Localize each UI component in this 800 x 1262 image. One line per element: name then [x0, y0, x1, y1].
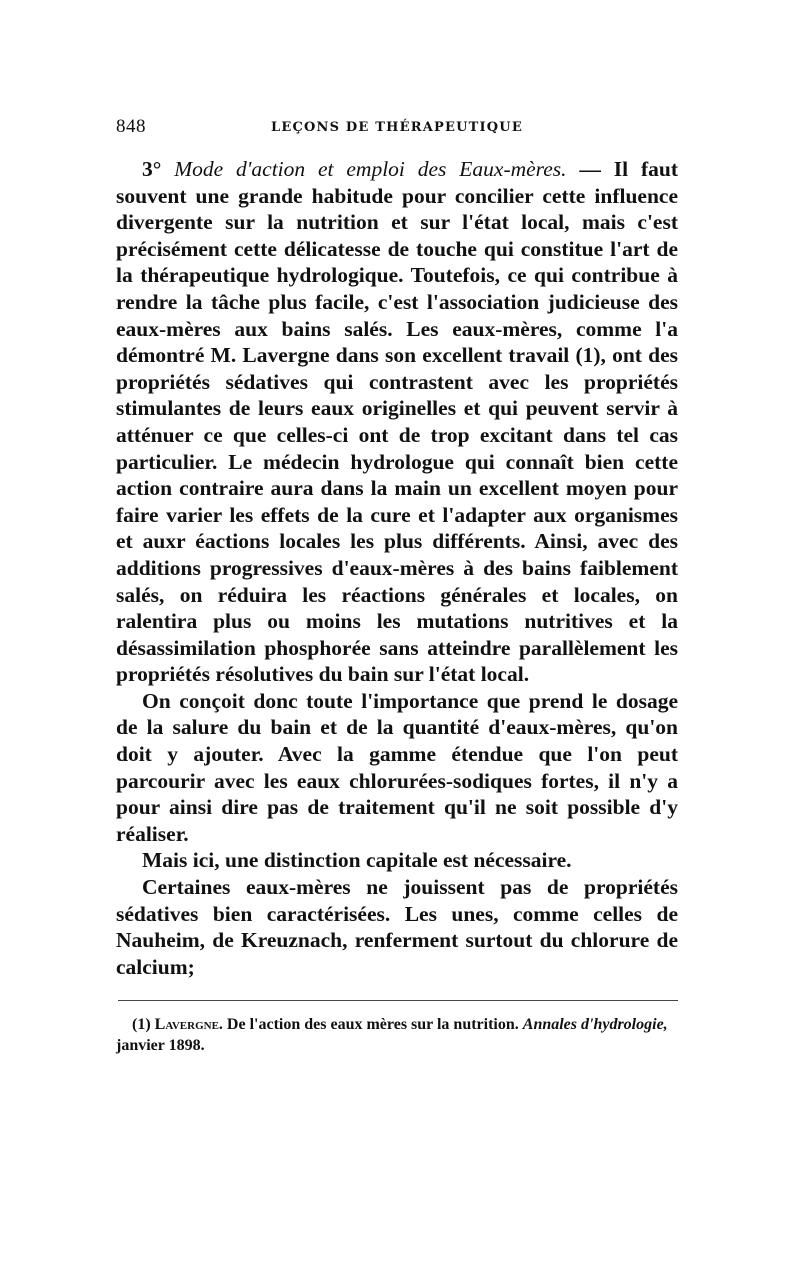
running-title: LEÇONS DE THÉRAPEUTIQUE — [271, 120, 523, 135]
page-number: 848 — [116, 116, 146, 137]
paragraph-1 — [116, 156, 678, 688]
section-title: Mode d'action et emploi des Eaux-mères. — [174, 157, 567, 181]
footnote — [116, 1014, 678, 1056]
section-dash: — — [579, 157, 601, 181]
footnote-text — [116, 1014, 678, 1056]
footnote-body: De l'action des eaux mères sur la nutrition. — [226, 1016, 519, 1033]
footnote-date: janvier 1898. — [116, 1037, 205, 1054]
paragraph-2: On conçoit donc toute l'importance que prend le dosage de la salure du bain et de la quantité d'eaux-mères, qu'on doit y ajouter. Avec la gamme étendue que l'on peut parcourir avec les eaux chlorurées-sodiques fortes, il n'y a pour ainsi dire pas de traitement qu'il ne soit possible d'y réaliser. — [116, 688, 678, 846]
paragraph-3: Mais ici, une distinction capitale est nécessaire. — [142, 848, 572, 873]
paragraph-4: Certaines eaux-mères ne jouissent pas de propriétés sédatives bien caractérisées. Les unes, comme celles de Nauheim, de Kreuznach, renferment surtout du chlorure de calcium; — [116, 875, 678, 979]
section-number: 3° — [142, 157, 162, 181]
footnote-author: Lavergne. — [154, 1016, 223, 1033]
page-header — [116, 116, 676, 140]
footnote-rule — [118, 1000, 678, 1001]
section-heading — [142, 157, 614, 181]
paragraph-1-text: Il faut souvent une grande habitude pour concilier cette influence divergente sur la nutrition et sur l'état local, mais c'est précisément cette délicatesse de touche qui constitue l'art de la thérapeutique hydrologique. Toutefois, ce qui contribue à rendre la tâche plus facile, c'est l'association judicieuse des eaux-mères aux bains salés. Les eaux-mères, comme l'a démontré M. Lavergne dans son excellent travail (1), ont des propriétés sédatives qui contrastent avec les propriétés stimulantes de leurs eaux originelles et qui peuvent servir à atténuer ce que celles-ci ont de trop excitant dans tel cas particulier. Le médecin hydrologue qui connaît bien cette action contraire aura dans la main un excellent moyen pour faire varier les effets de la cure et l'adapter aux organismes et auxr éactions locales les plus différents. Ainsi, avec des additions progressives d'eaux-mères à des bains faiblement salés, on réduira les réactions générales et locales, on ralentira plus ou moins les mutations nutritives et la désassimilation phosphorée sans atteindre parallèlement les propriétés résolutives du bain sur l'état local. — [116, 157, 679, 687]
footnote-journal: Annales d'hydrologie, — [522, 1016, 668, 1033]
main-text — [116, 156, 678, 980]
footnote-marker: (1) — [132, 1016, 151, 1033]
